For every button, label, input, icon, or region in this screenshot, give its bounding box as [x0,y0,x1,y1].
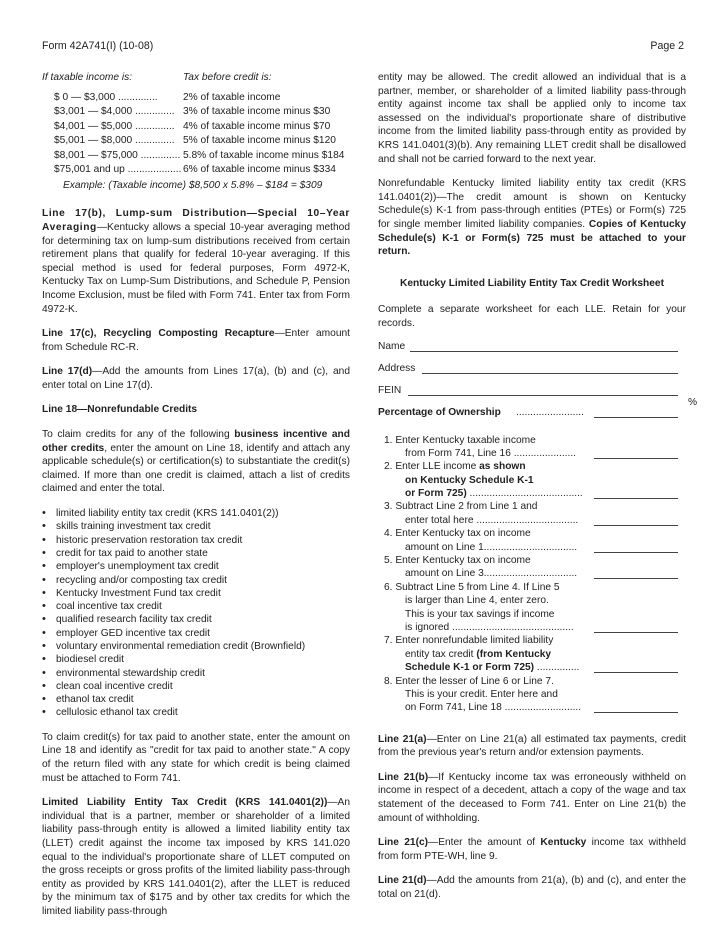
line-17d-text: —Add the amounts from Lines 17(a), (b) and (c), and enter total on Line 17(d). [42,366,350,391]
line-18-other-state: To claim credit(s) for tax paid to another state, enter the amount on Line 18 and identify as "credit for tax paid to another state." A copy of the return filed with any state for which credit is being claimed must be attached to Form 741. [42,731,350,784]
tax-amount: 3% of taxable income minus $30 [183,106,331,118]
credit-list-item: • biodiesel credit [42,653,350,666]
line-17b [42,207,350,316]
fein-field[interactable] [408,395,678,396]
name-label: Name [378,340,406,352]
credit-list-item: • voluntary environmental remediation credit (Brownfield) [42,640,350,653]
credit-list-item: • environmental stewardship credit [42,667,350,680]
tax-range: $8,001 — $75,000 .............. [54,149,181,161]
line-21b: Line 21(b)—If Kentucky income tax was erroneously withheld on income in respect of a decedent, attach a copy of the wage and tax statement of the deceased to Form 741. Enter on Line 21(b) the amount of withholding. [378,771,686,824]
line-17d-heading: Line 17(d) [42,366,93,378]
worksheet-intro: Complete a separate worksheet for each LLE. Retain for your records. [378,304,686,329]
ws-line-8-field[interactable] [594,712,678,713]
ws-line-8-b: This is your credit. Enter here and [405,688,558,700]
ws-line-4-b: amount on Line 1................................. [405,541,578,553]
ws-line-6-field[interactable] [594,632,678,633]
nonrefundable-paragraph: Nonrefundable Kentucky limited liability entity tax credit (KRS 141.0401(2))—The credit amount is shown on Kentucky Schedule(s) K-1 from pass-through entities (PTEs) or Form(s) 725 for single member limited liability companies. Copies of Kentucky Schedule(s) K-1 or Form(s) 725 must be attached to your return. [378,178,686,258]
ownership-dots: ........................ [516,406,584,418]
ownership-field[interactable] [594,417,678,418]
left-column [42,71,350,919]
ws-line-6-c: This is your tax savings if income [405,608,555,620]
tax-table-row [42,91,350,105]
tax-table-head-right: Tax before credit is: [183,72,272,83]
worksheet-title: Kentucky Limited Liability Entity Tax Credit Worksheet [400,277,664,289]
line-17d [42,365,350,392]
tax-table-row [42,105,350,119]
line-17b-heading: Line 17(b), Lump-sum Distribution—Special 10–Year Averaging [42,208,350,233]
ws-line-1-a: 1. Enter Kentucky taxable income [384,434,536,446]
llet-heading: Limited Liability Entity Tax Credit (KRS 141.0401(2)) [42,797,328,809]
right-column [378,71,698,902]
ws-line-3-a: 3. Subtract Line 2 from Line 1 and [384,501,538,513]
name-field[interactable] [410,351,678,352]
credit-list [42,507,350,720]
percent-sign: % [688,396,698,408]
credit-list-item: • recycling and/or composting tax credit [42,574,350,587]
ws-line-5-field[interactable] [594,578,678,579]
line-18-heading: Line 18—Nonrefundable Credits [42,404,198,416]
credit-list-item: • skills training investment tax credit [42,520,350,533]
ws-line-2-c: or Form 725) [405,488,467,500]
ws-line-8-a: 8. Enter the lesser of Line 6 or Line 7. [384,675,554,687]
llet-text: —An individual that is a partner, member or shareholder of a limited liability pass-through entity is allowed a limited liability entity tax (LLET) credit against the income tax imposed by KRS 141.020 equal to the individual's proportionate share of LLET computed on the gross receipts or gross profits of the limited liability pass-through entity as provided by KRS 141.0401(2), after the LLET is reduced by the minimum tax of $175 and by other tax credits for which the limited liability pass-through [42,797,350,917]
line-17b-text: —Kentucky allows a special 10-year averaging method for determining tax on lump-sum distributions received from certain retirement plans that qualify for federal 10-year averaging. If this special method is used for federal purposes, Form 4972-K, Kentucky Tax on Lump-Sum Distributions, and Schedule P, Pension Income Exclusion, must be filed with Form 741. Enter tax from Form 4972-K. [42,221,350,315]
ws-line-6-a: 6. Subtract Line 5 from Line 4. If Line 5 [384,581,560,593]
address-field[interactable] [422,373,678,374]
credit-list-item: • limited liability entity tax credit (KRS 141.0401(2)) [42,507,350,520]
line-21c: Line 21(c)—Enter the amount of Kentucky income tax withheld from form PTE-WH, line 9. [378,837,686,862]
tax-table-row [42,163,350,177]
ws-line-2-a: 2. Enter LLE income [384,461,480,473]
ws-line-3-b: enter total here .................................... [405,514,579,526]
ws-line-4-field[interactable] [594,552,678,553]
line-17c-text: —Enter amount from Schedule RC-R. [42,328,350,353]
fein-label: FEIN [378,384,402,396]
credit-list-item: • coal incentive tax credit [42,600,350,613]
ws-line-6-d: is ignored ........................................... [405,621,574,633]
credit-list-item: • ethanol tax credit [42,693,350,706]
ws-line-5-a: 5. Enter Kentucky tax on income [384,555,531,567]
credit-list-item: • Kentucky Investment Fund tax credit [42,587,350,600]
ws-line-7-a: 7. Enter nonrefundable limited liability [384,635,554,647]
tax-amount: 6% of taxable income minus $334 [183,163,336,175]
ws-line-7-b: entity tax credit [405,648,477,660]
ws-line-2-b: on Kentucky Schedule K-1 [405,474,534,486]
credit-list-item: • clean coal incentive credit [42,680,350,693]
line-21d: Line 21(d)—Add the amounts from 21(a), (b) and (c), and enter the total on 21(d). [378,875,686,901]
tax-amount: 5% of taxable income minus $120 [183,135,336,147]
tax-range: $75,001 and up ................... [54,163,182,175]
worksheet-lines: 1. Enter Kentucky taxable income from Form 741, Line 16 ...................... 2. Enter LLE income as shown on Kentucky Schedule K-1 or Form 725) ........................................ 3. Subtract Line 2 from Line 1 and enter total here .................................... 4. Enter Kentucky tax on income amount on Line 1................................. 5. Enter Kentucky tax on income amount on Line 3................................. 6. Subtract Line 5 from Line 4. If Line 5 is larger than Line 4, enter zero. This is your tax savings if income is ignored ........................................... 7. Enter nonrefundable limited liability entity tax credit (from Kentucky Schedule K-1 or Form 725) ............... 8. Enter the lesser of Line 6 or Line 7. This is your credit. Enter here and on Form 741, Line 18 ........................... [378,434,686,715]
tax-example: Example: (Taxable income) $8,500 x 5.8% – $184 = $309 [63,180,323,192]
form-id: Form 42A741(I) (10-08) [42,40,154,52]
ws-line-8-c: on Form 741, Line 18 ........................... [405,702,582,714]
ws-line-3-field[interactable] [594,525,678,526]
tax-table-row [42,134,350,148]
ws-line-6-b: is larger than Line 4, enter zero. [405,595,549,607]
llet-paragraph [42,796,350,918]
ownership-label: Percentage of Ownership [378,406,501,418]
llet-continued: entity may be allowed. The credit allowed an individual that is a partner, member, or shareholder of a limited liability pass-through entity against income tax shall be applied only to income tax assessed on the individual's proportionate share of distributive income from the limited liability pass-through entity as provided by KRS 141.0401(3)(b). Any remaining LLET credit shall be disallowed and shall not be carried forward to the next year. [378,72,686,165]
tax-table-row [42,149,350,163]
line-17c-heading: Line 17(c), Recycling Composting Recapture [42,328,275,340]
line-17c [42,327,350,354]
tax-table-row [42,120,350,134]
ws-line-4-a: 4. Enter Kentucky tax on income [384,528,531,540]
tax-range: $3,001 — $4,000 .............. [54,106,175,118]
page-number: Page 2 [650,40,684,52]
credit-list-item: • qualified research facility tax credit [42,613,350,626]
ws-line-1-field[interactable] [594,458,678,459]
tax-range: $5,001 — $8,000 .............. [54,135,175,147]
tax-amount: 5.8% of taxable income minus $184 [183,149,345,161]
line-21a: Line 21(a)—Enter on Line 21(a) all estimated tax payments, credit from the previous year's return and/or extension payments. [378,733,686,759]
tax-amount: 2% of taxable income [183,92,281,103]
line-18-intro: To claim credits for any of the following business incentive and other credits, enter the amount on Line 18, identify and attach any applicable schedule(s) or certification(s) to substantiate the credit(s) claimed. If more than one credit is claimed, attach a list of credits claimed and enter the total. [42,429,350,495]
ws-line-7-field[interactable] [594,672,678,673]
ws-line-7-c: Schedule K-1 or Form 725) [405,662,535,674]
tax-table [42,71,350,197]
credit-list-item: • employer GED incentive tax credit [42,627,350,640]
tax-range: $ 0 — $3,000 .............. [54,92,158,103]
credit-list-item: • credit for tax paid to another state [42,547,350,560]
tax-table-head-left: If taxable income is: [42,72,133,83]
ws-line-5-b: amount on Line 3................................. [405,568,578,580]
tax-amount: 4% of taxable income minus $70 [183,120,331,132]
ws-line-1-b: from Form 741, Line 16 ...................... [405,447,576,459]
ws-line-2-field[interactable] [594,498,678,499]
credit-list-item: • employer's unemployment tax credit [42,560,350,573]
credit-list-item: • cellulosic ethanol tax credit [42,706,350,719]
tax-range: $4,001 — $5,000 .............. [54,120,175,132]
credit-list-item: • historic preservation restoration tax credit [42,534,350,547]
address-label: Address [378,362,416,374]
